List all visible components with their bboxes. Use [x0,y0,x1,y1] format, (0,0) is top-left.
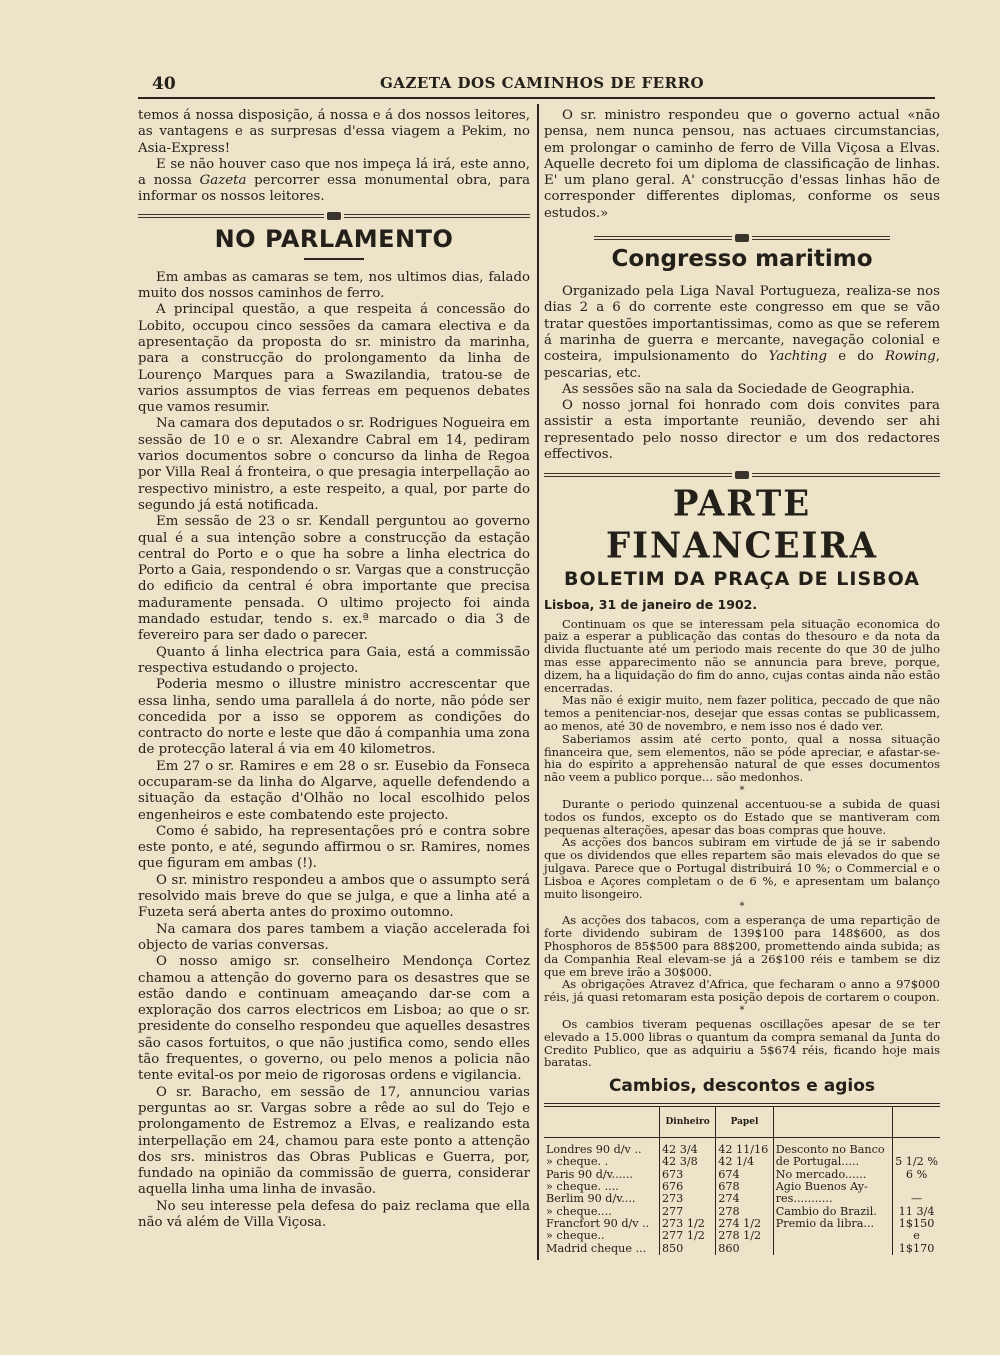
column-header-dinheiro: Dinheiro [659,1107,715,1138]
cell-value: 6 % [905,1167,928,1181]
cell-label: Cambio do Brazil. [773,1206,892,1218]
financeira-paragraph: As acções dos bancos subiram em virtude de já se ir sabendo que os dividendos que elles repartem são mais elevados do que se julgava. Parece que o Portugal distribuirá 10 %; o Commercial e o Lisboa e Açores completam o de 6 %, e apresentam um balanço muito lisongeiro. [544,835,940,901]
intro-paragraph: E se não houver caso que nos impeça lá irá, este anno, a nossa Gazeta percorrer essa monumental obra, para informar os nossos leitores. [138,156,530,205]
cell-value: e [913,1229,920,1243]
page-number: 40 [152,74,176,94]
cell-label: Desconto no Banco [773,1138,892,1157]
parlamento-paragraph: O nosso amigo sr. conselheiro Mendonça Cortez chamou a attenção do governo para os desastres que se estão dando e continuam ameaçando dar-se com a exploração dos carros electricos em Lisboa; ao que o sr. presidente do conselho respondeu que aquelles desastres são casos fortuitos, o que não justifica como, sendo elles tão frequentes, o governo, ou pelo menos a policia não tente evital-os por meio de rigorosas ordens e vigilancia. [138,954,530,1084]
cell-label [773,1230,892,1242]
separator-star: * [739,1004,745,1016]
cell-label: Premio da libra... [773,1218,892,1230]
column-divider [537,104,539,1260]
financeira-paragraph: Os cambios tiveram pequenas oscillações apesar de se ter elevado a 15.000 libras o quantum da compra semanal da Junta do Credito Publico, que as adquiriu a 5$674 réis, ficando hoje mais baratas. [544,1016,940,1070]
header-rule [138,97,935,99]
separator-star: * [739,785,745,796]
cell-place: Francfort 90 d/v .. [544,1218,659,1230]
cell-value: 1$170 [898,1241,935,1255]
cell-place: » cheque.. [544,1230,659,1242]
parlamento-body [138,270,530,1232]
cell-dinheiro: 273 [659,1193,715,1205]
section-title-cambios: Cambios, descontos e agios [608,1076,876,1097]
cell-papel: 274 [716,1193,773,1205]
column-header-papel: Papel [716,1107,773,1138]
dateline: Lisboa, 31 de janeiro de 1902. [544,597,758,613]
parlamento-paragraph: O sr. Baracho, em sessão de 17, annunciou varias perguntas ao sr. Vargas sobre a rêde ao sul do Tejo e prolongamento de Estremoz a Elvas, e realizando esta interpellação em 24, chamou para este ponto a attenção dos srs. ministros das Obras Publicas e Guerra, por, fundado na opinião da commissão de guerra, considerar aquella linha uma linha de invasão. [138,1084,530,1198]
left-column [138,108,530,1231]
cell-place: Londres 90 d/v .. [544,1138,659,1157]
cell-label: res........... [773,1193,892,1205]
cell-dinheiro: 277 [659,1206,715,1218]
parlamento-paragraph: No seu interesse pela defesa do paiz reclama que ella não vá além de Villa Viçosa. [138,1198,530,1230]
table-row [544,1193,940,1205]
cell-dinheiro: 273 1/2 [659,1218,715,1230]
rowing-word: Rowing [885,349,936,365]
cambios-table [544,1107,940,1255]
financeira-body [544,618,940,1070]
cell-place: Berlim 90 d/v.... [544,1193,659,1205]
cell-papel: 278 1/2 [716,1230,773,1242]
cell-papel: 678 [716,1181,773,1193]
congresso-paragraph: Organizado pela Liga Naval Portugueza, realiza-se nos dias 2 a 6 do corrente este congresso em que se vão tratar questões importantissimas, como as que se referem á marinha de guerra e mercante, navegação colonial e costeira, impulsionamento do Yachting e do Rowing, pescarias, etc. [544,284,940,381]
parlamento-paragraph: Na camara dos deputados o sr. Rodrigues Nogueira em sessão de 10 e o sr. Alexandre Cabral em 14, pediram varios documentos sobre o concurso da linha de Regoa por Villa Real á fronteira, o que presagia interpellação ao respectivo ministro, a este respeito, a qual, por parte do segundo já está notificada. [138,416,530,513]
cambios-table-wrap [544,1103,940,1255]
yachting-word: Yachting [768,349,827,365]
parlamento-paragraph: Na camara dos pares tambem a viação accelerada foi objecto de varias conversas. [138,921,530,953]
parlamento-paragraph: Em 27 o sr. Ramires e em 28 o sr. Eusebio da Fonseca occuparam-se da linha do Algarve, aquelle defendendo a situação da estação d'Olhão no local escolhido pelos engenheiros e este combatendo este projecto. [138,758,530,823]
financeira-paragraph: Saberiamos assim até certo ponto, qual a nossa situação financeira que, sem elementos, não se póde apreciar, e afastar-se-hia do espirito a apprehensão natural de que esses documentos não veem a publico porque... são medonhos. [544,731,940,785]
section-title-congresso: Congresso maritimo [611,246,873,273]
locomotive-icon [735,471,749,479]
section-ornament [544,471,940,479]
cell-value: 1$150 [898,1216,935,1230]
cell-dinheiro: 42 3/8 [659,1156,715,1168]
cell-label: No mercado...... [773,1169,892,1181]
financeira-paragraph: Continuam os que se interessam pela situação economica do paiz a esperar a publicação das contas do thesouro e da nota da divida fluctuante até um periodo mais recente do que 30 de julho mas esse apparecimento não se annuncia para breve, porque, dizem, ha a liquidação do fim do anno, cujas contas ainda não estão encerradas. [544,616,940,695]
cell-place: » cheque. . [544,1156,659,1168]
financeira-paragraph: Mas não é exigir muito, nem fazer politica, peccado de que não temos a penitenciar-nos, desejar que essas contas se publicassem, ao menos, até 30 de novembro, e nem isso nos é dado ver. [544,693,940,734]
financeira-paragraph: Durante o periodo quinzenal accentuou-se a subida de quasi todos os fundos, excepto os do Estado que se mantiveram com pequenas alterações, apesar das boas compras que houve. [544,797,940,837]
cell-dinheiro: 676 [659,1181,715,1193]
parlamento-paragraph: Como é sabido, ha representações pró e contra sobre este ponto, e até, segundo affirmou o sr. Ramires, nomes que figuram em ambas (!). [138,823,530,872]
cell-place: Paris 90 d/v...... [544,1169,659,1181]
parlamento-paragraph: A principal questão, a que respeita á concessão do Lobito, occupou cinco sessões da camara electiva e da apresentação da proposta do sr. ministro da marinha, para a construcção do prolongamento da linha de Lourenço Marques para a Swazilandia, tratou-se de varios assumptos de vias ferreas em pequenos debates que vamos resumir. [138,302,530,416]
cell-place: Madrid cheque ... [544,1243,659,1255]
locomotive-icon [735,234,749,242]
cell-label: de Portugal..... [773,1156,892,1168]
cell-place: » cheque.... [544,1206,659,1218]
running-title: GAZETA DOS CAMINHOS DE FERRO [380,74,705,92]
separator-star: * [739,901,745,913]
congresso-paragraph: As sessões são na sala da Sociedade de Geographia. [562,381,915,397]
table-header-row [544,1107,940,1138]
cambios-table-body [544,1138,940,1255]
cell-dinheiro: 42 3/4 [659,1138,715,1157]
cell-papel: 42 1/4 [716,1156,773,1168]
congresso-paragraph: O nosso jornal foi honrado com dois convites para assistir a esta importante reunião, devendo ser ahi representado pelo nosso director e um dos redactores effectivos. [544,398,940,463]
cell-place: » cheque. .... [544,1181,659,1193]
cell-papel: 42 11/16 [716,1138,773,1157]
cell-papel: 860 [716,1243,773,1255]
parlamento-paragraph: Em ambas as camaras se tem, nos ultimos dias, falado muito dos nossos caminhos de ferro. [138,269,530,302]
cell-value [893,1138,940,1157]
title-rule [304,258,364,260]
cell-label [773,1243,892,1255]
locomotive-icon [327,212,341,220]
cell-value: — [910,1192,923,1206]
cell-papel: 274 1/2 [716,1218,773,1230]
section-title-parlamento: NO PARLAMENTO [214,224,454,253]
financeira-paragraph: As obrigações Atravez d'Africa, que fecharam o anno a 97$000 réis, já quasi retomaram esta posição depois de cortarem o coupon. [544,977,940,1005]
parlamento-paragraph: O sr. ministro respondeu a ambos que o assumpto será resolvido mais breve do que se julga, e que a linha até a Fuzeta será aberta antes do proximo outomno. [138,872,530,921]
parlamento-paragraph: Quanto á linha electrica para Gaia, está a commissão respectiva estudando o projecto. [138,644,530,676]
table-row [544,1230,940,1242]
table-row [544,1156,940,1168]
cell-papel: 674 [716,1169,773,1181]
section-ornament [594,234,890,242]
cell-papel: 278 [716,1206,773,1218]
section-subtitle-boletim: BOLETIM DA PRAÇA DE LISBOA [564,568,920,591]
cell-value: 5 1/2 % [895,1155,938,1169]
intro-paragraph: temos á nossa disposição, á nossa e á dos nossos leitores, as vantagens e as surpresas d'essa viagem a Pekim, no Asia-Express! [138,108,530,156]
parlamento-paragraph: Poderia mesmo o illustre ministro accrescentar que essa linha, sendo uma parallela á do norte, não póde ser concedida por a isso se opporem as condições do contracto do norte e leste que dão á companhia uma zona de protecção lateral á via em 40 kilometros. [138,677,530,758]
cell-dinheiro: 673 [659,1169,715,1181]
ministro-paragraph: O sr. ministro respondeu que o governo actual «não pensa, nem nunca pensou, nas actuaes circumstancias, em prolongar o caminho de ferro de Villa Viçosa a Elvas. Aquelle decreto foi um diploma de classificação de linhas. E' um plano geral. A' construcção d'essas linhas hão de corresponder differentes diplomas, conforme os seus estudos.» [544,108,940,221]
table-row [544,1138,940,1157]
parlamento-paragraph: Em sessão de 23 o sr. Kendall perguntou ao governo qual é a sua intenção sobre a construcção da estação central do Porto e o que ha sobre a linha electrica do Porto a Gaia, respondendo o sr. Vargas que a construcção do edificio da central é obra importante que precisa maduramente pensada. O ultimo projecto foi ainda mandado estudar, tendo s. ex.ª marcado o dia 3 de fevereiro para ser dado o parecer. [138,514,530,644]
cell-label: Agio Buenos Ay- [773,1181,892,1193]
financeira-paragraph: As acções dos tabacos, com a esperança de uma repartição de forte dividendo subiram de 139$100 para 148$600, as dos Phosphoros de 85$500 para 88$200, promettendo ainda subida; as da Companhia Real elevam-se já a 26$100 réis e tambem se diz que em breve irão a 30$000. [544,913,940,979]
cell-value: 11 3/4 [898,1204,935,1218]
section-title-financeira: PARTE FINANCEIRA [605,483,879,568]
cell-dinheiro: 277 1/2 [659,1230,715,1242]
section-ornament [138,212,530,220]
cell-dinheiro: 850 [659,1243,715,1255]
right-column [544,108,940,1255]
table-row [544,1243,940,1255]
